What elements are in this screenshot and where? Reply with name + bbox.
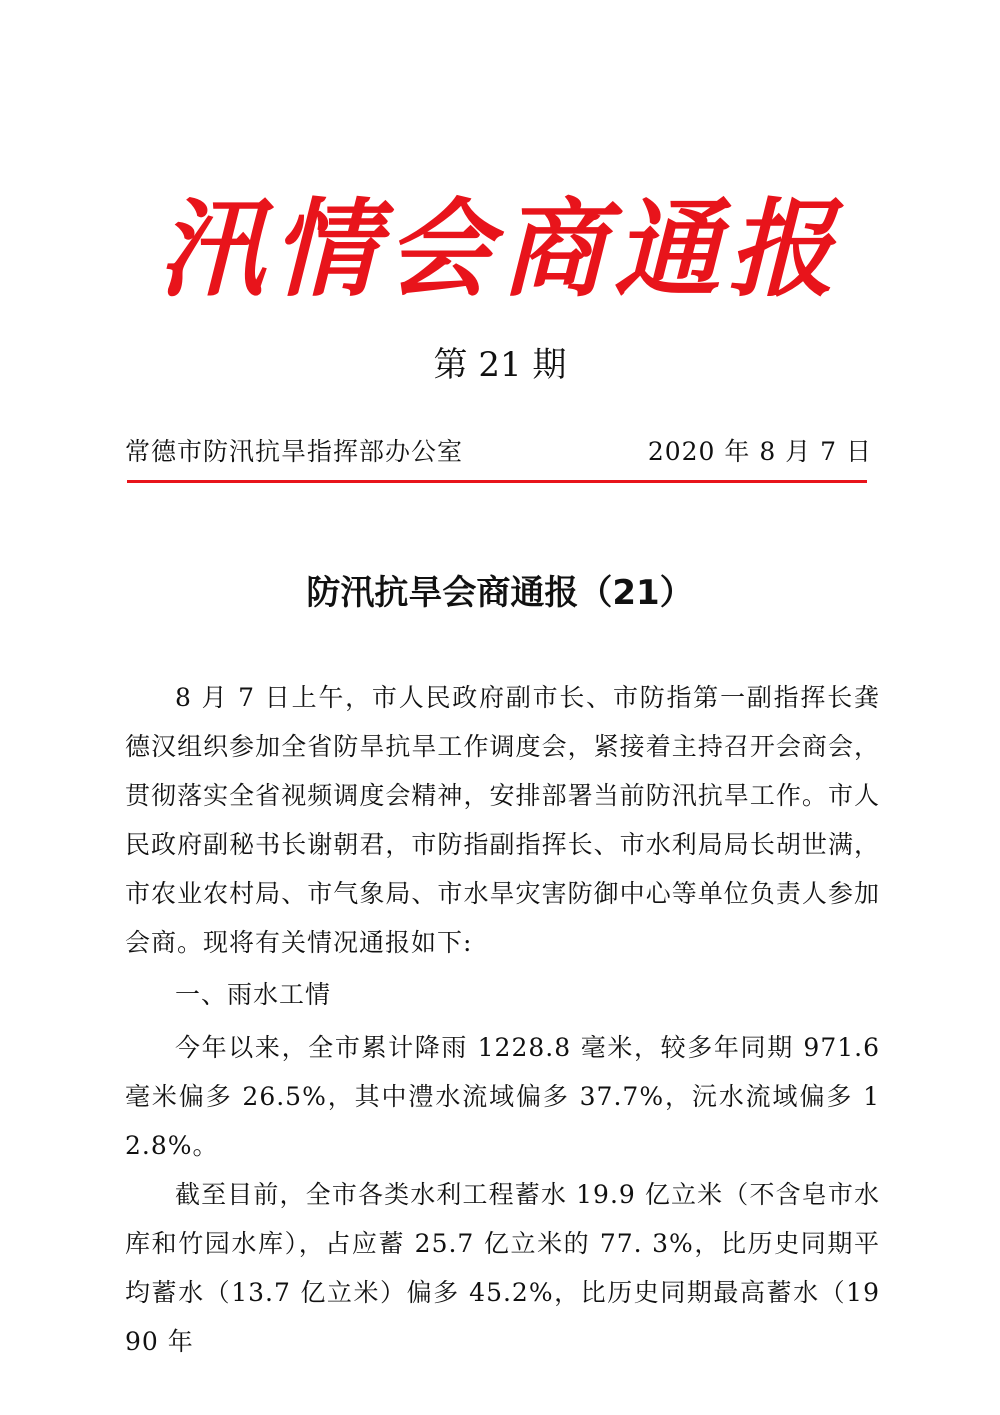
rainfall-paragraph: 今年以来，全市累计降雨 1228.8 毫米，较多年同期 971.6 毫米偏多 26.5%，其中澧水流域偏多 37.7%，沅水流域偏多 12.8%。 xyxy=(125,1033,880,1160)
issue-date: 2020 年 8 月 7 日 xyxy=(647,437,872,466)
document-body xyxy=(125,673,880,1366)
issuing-office: 常德市防汛抗旱指挥部办公室 xyxy=(125,437,464,466)
document-title: 防汛抗旱会商通报（21） xyxy=(306,573,694,613)
intro-paragraph: 8 月 7 日上午，市人民政府副市长、市防指第一副指挥长龚德汉组织参加全省防旱抗旱工作调度会，紧接着主持召开会商会，贯彻落实全省视频调度会精神，安排部署当前防汛抗旱工作。市人民政府副秘书长谢朝君，市防指副指挥长、市水利局局长胡世满，市农业农村局、市气象局、市水旱灾害防御中心等单位负责人参加会商。现将有关情况通报如下: xyxy=(125,683,880,957)
storage-paragraph: 截至目前，全市各类水利工程蓄水 19.9 亿立米（不含皂市水库和竹园水库），占应蓄 25.7 亿立米的 77. 3%，比历史同期平均蓄水（13.7 亿立米）偏多 45.2%，比历史同期最高蓄水（1990 年 xyxy=(125,1180,880,1356)
issue-number: 第 21 期 xyxy=(433,345,567,385)
section-heading: 一、雨水工情 xyxy=(175,980,332,1009)
red-divider-line xyxy=(127,480,867,483)
masthead-title: 汛情会商通报 xyxy=(158,188,842,311)
